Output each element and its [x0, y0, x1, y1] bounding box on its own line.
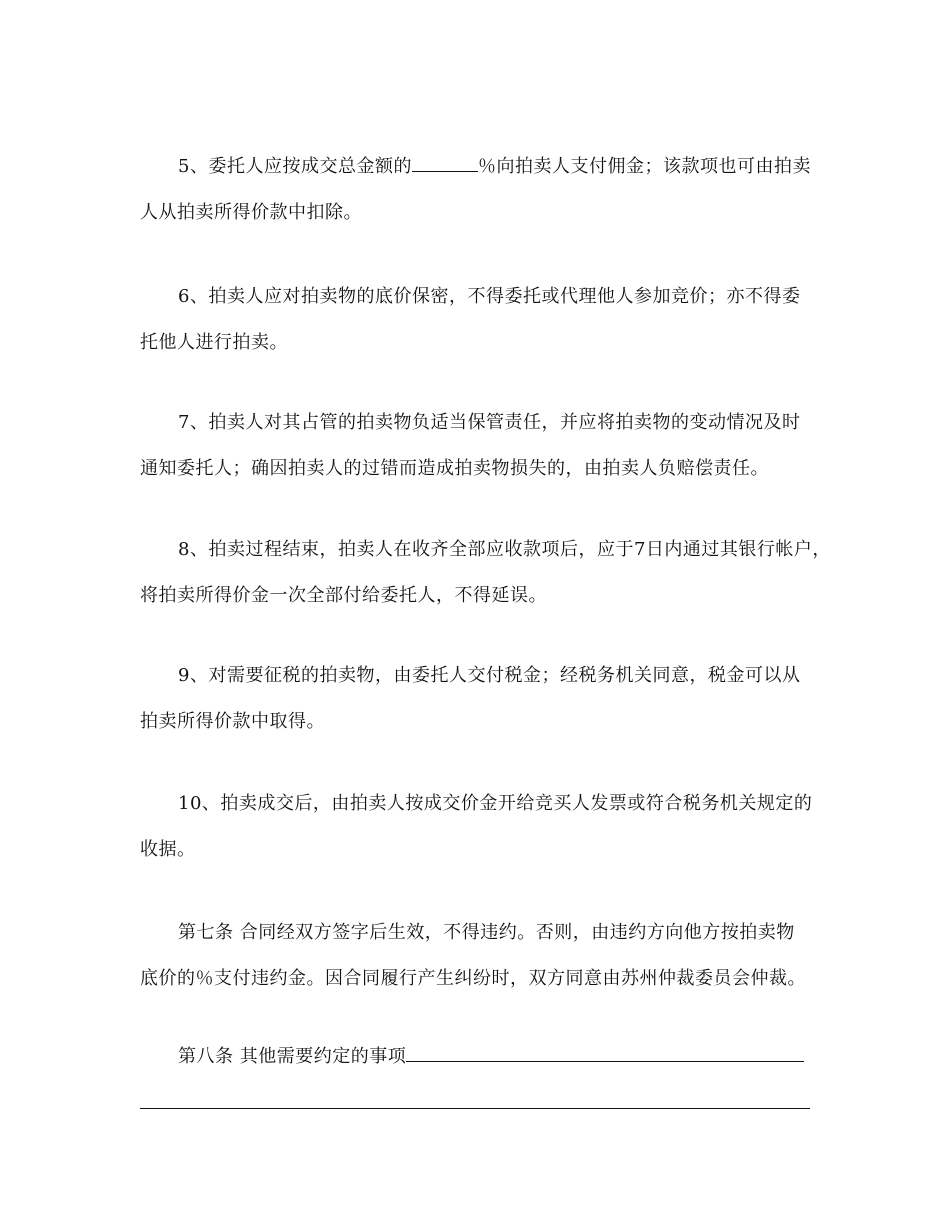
article-7-line-1: 第七条 合同经双方签字后生效，不得违约。否则，由违约方向他方按拍卖物: [178, 922, 795, 943]
article-7-line-2: 底价的％支付违约金。因合同履行产生纠纷时，双方同意由苏州仲裁委员会仲裁。: [140, 968, 806, 989]
clause-5-text-b: ％向拍卖人支付佣金；该款项也可由拍卖: [477, 156, 811, 177]
clause-8-line-2: 将拍卖所得价金一次全部付给委托人，不得延误。: [140, 585, 547, 606]
other-matters-continuation-line[interactable]: [140, 1108, 810, 1109]
clause-10: [140, 781, 830, 873]
clause-9: [140, 653, 830, 745]
clause-7-line-1: 7、拍卖人对其占管的拍卖物负适当保管责任，并应将拍卖物的变动情况及时: [178, 412, 801, 433]
clause-6: [140, 274, 830, 366]
clause-8: [140, 527, 830, 619]
article-7: [140, 910, 830, 1002]
clause-9-line-1: 9、对需要征税的拍卖物，由委托人交付税金；经税务机关同意，税金可以从: [178, 665, 801, 686]
clause-5: [140, 144, 830, 236]
clause-9-line-2: 拍卖所得价款中取得。: [140, 711, 325, 732]
other-matters-blank[interactable]: [406, 1041, 804, 1062]
clause-5-text-a: 5、委托人应按成交总金额的: [178, 156, 412, 177]
clause-7: [140, 400, 830, 492]
clause-8-line-1: 8、拍卖过程结束，拍卖人在收齐全部应收款项后，应于7日内通过其银行帐户，: [178, 539, 831, 560]
clause-5-line-2: 人从拍卖所得价款中扣除。: [140, 202, 362, 223]
clause-10-line-1: 10、拍卖成交后，由拍卖人按成交价金开给竞买人发票或符合税务机关规定的: [178, 793, 813, 814]
article-8: [140, 1034, 830, 1080]
commission-rate-blank[interactable]: [412, 151, 478, 172]
clause-10-line-2: 收据。: [140, 839, 196, 860]
clause-6-line-1: 6、拍卖人应对拍卖物的底价保密，不得委托或代理他人参加竞价；亦不得委: [178, 286, 801, 307]
clause-6-line-2: 托他人进行拍卖。: [140, 332, 288, 353]
clause-7-line-2: 通知委托人；确因拍卖人的过错而造成拍卖物损失的，由拍卖人负赔偿责任。: [140, 458, 769, 479]
article-8-label: 第八条 其他需要约定的事项: [178, 1046, 407, 1067]
